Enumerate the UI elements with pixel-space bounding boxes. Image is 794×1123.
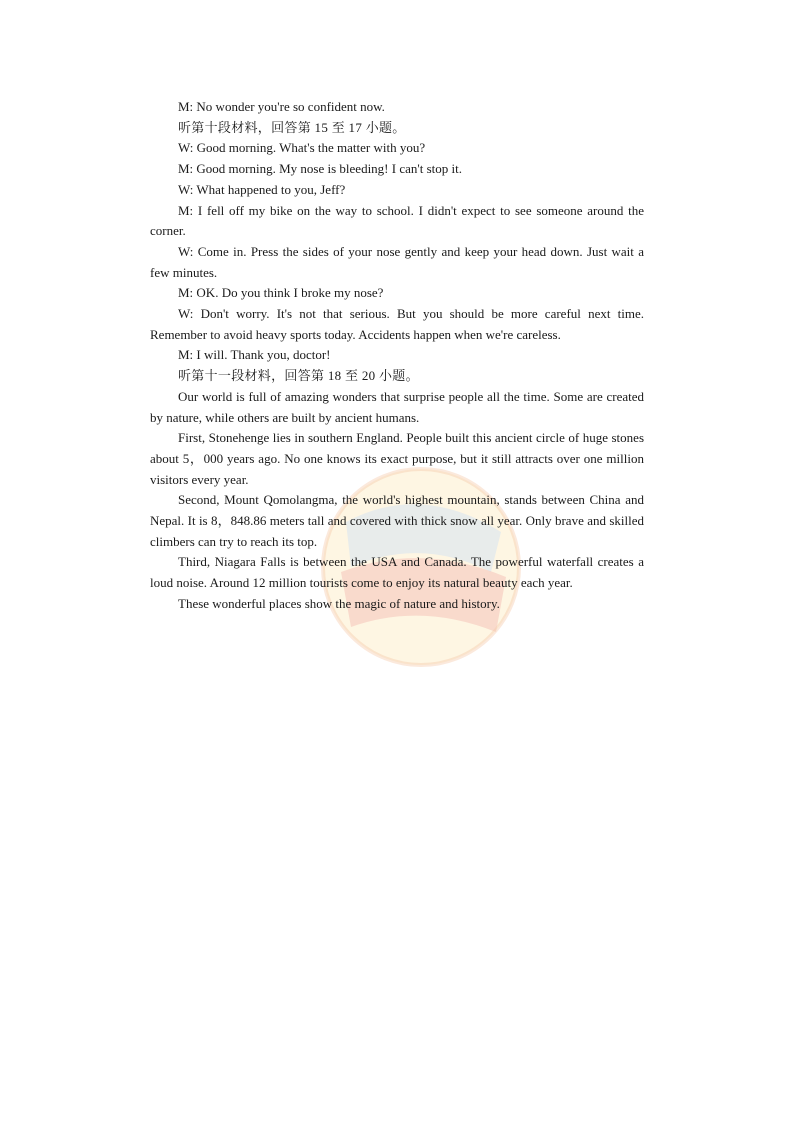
paragraph-passage: Third, Niagara Falls is between the USA and Canada. The powerful waterfall creates a loud noise. Around 12 million tourists come to enjoy its natural beauty each year. bbox=[150, 554, 644, 591]
paragraph-dialogue-line: W: What happened to you, Jeff? bbox=[178, 181, 346, 197]
section-instruction: 听第十一段材料，回答第 18 至 20 小题。 bbox=[178, 368, 419, 384]
paragraph-dialogue-line: M: Good morning. My nose is bleeding! I can't stop it. bbox=[178, 161, 462, 177]
paragraph-passage: Second, Mount Qomolangma, the world's highest mountain, stands between China and Nepal. It is 8，848.86 meters tall and covered with thick snow all year. Only brave and skilled climbers can try to reach its top. bbox=[150, 492, 644, 549]
paragraph-passage: Our world is full of amazing wonders that surprise people all the time. Some are created by nature, while others are built by ancient humans. bbox=[150, 388, 644, 425]
paragraph-dialogue-line: W: Good morning. What's the matter with you? bbox=[178, 140, 426, 156]
paragraph-dialogue-line: M: I fell off my bike on the way to school. I didn't expect to see someone around the corner. bbox=[150, 202, 644, 239]
paragraph-dialogue-line: M: OK. Do you think I broke my nose? bbox=[178, 285, 384, 301]
paragraph-dialogue-line: M: No wonder you're so confident now. bbox=[178, 99, 385, 114]
document-body bbox=[150, 97, 644, 615]
section-instruction: 听第十段材料，回答第 15 至 17 小题。 bbox=[178, 119, 406, 135]
paragraph-dialogue-line: W: Don't worry. It's not that serious. But you should be more careful next time. Remember to avoid heavy sports today. Accidents happen when we're careless. bbox=[150, 306, 644, 342]
paragraph-dialogue-line: W: Come in. Press the sides of your nose gently and keep your head down. Just wait a few minutes. bbox=[150, 243, 644, 280]
paragraph-passage: First, Stonehenge lies in southern England. People built this ancient circle of huge stones about 5，000 years ago. No one knows its exact purpose, but it still attracts over one million visitors every year. bbox=[150, 430, 644, 487]
paragraph-passage: These wonderful places show the magic of nature and history. bbox=[178, 595, 500, 611]
paragraph-dialogue-line: M: I will. Thank you, doctor! bbox=[178, 347, 331, 363]
